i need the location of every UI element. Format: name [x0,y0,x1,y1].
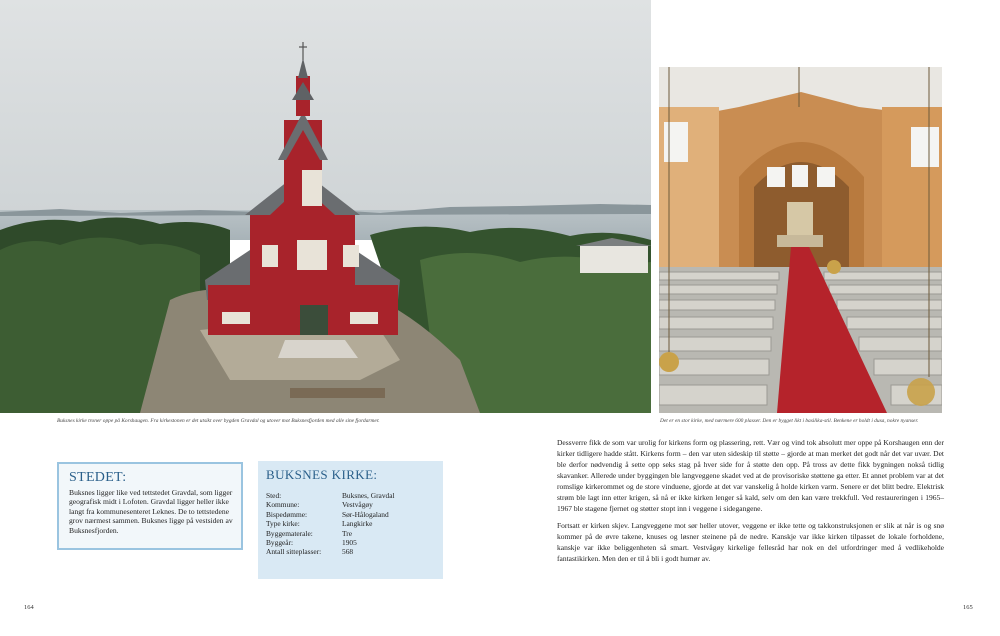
stedet-text: Buksnes ligger like ved tettstedet Gravdal, som ligger geografisk midt i Lofoten. Gravdal ligger heller ikke langt fra kommunesenteret Leknes. De to tettstedene grov nærmest sammen. Buksnes ligge på vestsiden av Buksnesfjorden. [69,488,233,535]
fact-label: Type kirke: [266,519,300,529]
page-number-left: 164 [24,604,34,611]
fact-row [266,547,435,556]
fact-label: Sted: [266,491,282,500]
fact-value: 1905 [342,538,357,548]
page-number-right: 165 [963,604,973,611]
church-facts-box [258,461,443,579]
church-exterior-photo [0,0,651,413]
fact-row [266,500,435,509]
fact-row [266,491,435,500]
body-paragraph: Fortsatt er kirken skjev. Langveggene mot sør heller utover, veggene er ikke tette og takkonstruksjonen er slik at når is og snø kommer på de øvre takene, knuses og løsner steinene på de nedre. Kanskje var ikke kirken tilpasset de lokale forholdene, kanskje var ikke beliggenheten så smart. Vestvågøy kirkelige fellesråd har nok en del utfordringer med å vedlikeholde fantastikirken. Men den er til å bli i godt humør av. [557,521,944,563]
fact-row [266,538,435,547]
stedet-info-box [57,462,243,550]
fact-value: Tre [342,528,352,538]
fact-row [266,519,435,528]
fact-label: Bispedømme: [266,509,308,519]
fact-label: Byggematerale: [266,528,313,538]
right-photo-caption: Det er en stor kirke, med nærmere 600 plasser. Den er bygget likt i basilika-stil. Benkene er holdt i dusa, nokre nyanser. [660,418,919,424]
fact-value: Vestvågøy [342,500,373,510]
fact-label: Byggeår: [266,538,294,548]
left-photo-caption: Buksnes kirke troner oppe på Korshaugen. Fra kirkestonen er det utsikt over bygden Gravdal og utover mot Buksnesfjorden med alle sine fjordarmer. [57,418,380,424]
fact-label: Antall sitteplasser: [266,547,322,557]
fact-value: Sør-Hålogaland [342,509,389,519]
stedet-heading: STEDET: [69,470,127,485]
fact-row [266,510,435,519]
facts-heading: BUKSNES KIRKE: [266,467,378,482]
fact-value: 568 [342,547,354,557]
article-body [557,437,944,570]
church-interior-photo [659,67,942,413]
fact-value: Langkirke [342,519,373,529]
fact-value: Buksnes, Gravdal [342,491,395,500]
fact-row [266,529,435,538]
body-paragraph: Dessverre fikk de som var urolig for kirkens form og plassering, rett. Vær og vind tok absolutt mer oppe på Korshaugen enn der kirker tidligere hadde stått. Kirkens form – den var uten sideskip til støtte – gjorde at man merket det godt når det var uvær. Det ble derfor nødvendig å sette opp seks stag på hver side for å støtte den opp. På tross av dette fikk bygningen nokså tidlig skavanker. Allerede under byggingen ble langveggene skadet ved at de provisoriske støttene ga etter. Et annet problem var at det romslige kirkerommet og de store vinduene, gjorde at det var vanskelig å holde kirken varm. Senere er det blitt bedre. Elektrisk strøm ble lagt inn etter krigen, så nå er ikke kirken lenger så kald, selv om den kan være trekkfull. Ved restaureringen i 1965–1967 ble stagene fjernet og støtter stopt inn i veggene i sidegangene. [557,438,944,513]
fact-label: Kommune: [266,500,300,510]
